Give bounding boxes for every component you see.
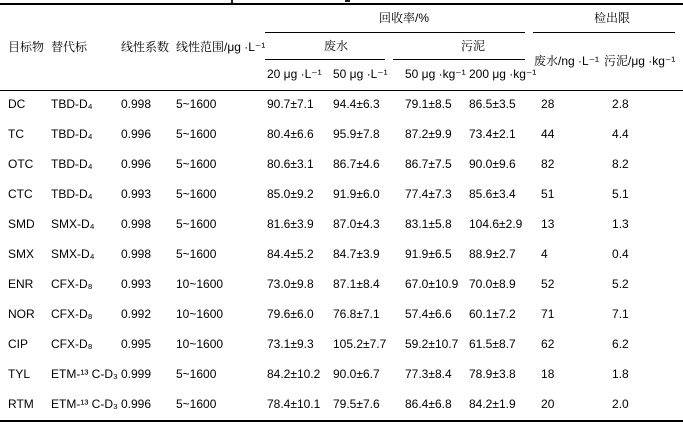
clipped-title-fragment bbox=[345, 0, 350, 2]
cell-loq-wastewater: 13 bbox=[541, 217, 555, 232]
header-target: 目标物 bbox=[8, 39, 45, 54]
table-row bbox=[0, 240, 683, 270]
cell-recovery-sl200: 84.2±1.9 bbox=[469, 397, 516, 412]
cell-recovery-sl50: 79.1±8.5 bbox=[405, 97, 452, 112]
cell-recovery-ww20: 79.6±6.0 bbox=[267, 307, 314, 322]
header-group-recovery: 回收率/% bbox=[379, 11, 430, 26]
cell-linearity: 0.999 bbox=[121, 367, 152, 382]
cell-recovery-ww50: 91.9±6.0 bbox=[333, 187, 380, 202]
cell-target: OTC bbox=[8, 157, 34, 172]
cell-recovery-sl200: 88.9±2.7 bbox=[469, 247, 516, 262]
cell-range: 5~1600 bbox=[176, 127, 217, 142]
cell-recovery-ww50: 76.8±7.1 bbox=[333, 307, 380, 322]
cell-linearity: 0.996 bbox=[121, 127, 152, 142]
cell-surrogate: TBD-D₄ bbox=[51, 127, 93, 142]
cell-range: 5~1600 bbox=[176, 97, 217, 112]
cell-recovery-sl200: 61.5±8.7 bbox=[469, 337, 516, 352]
cell-loq-wastewater: 52 bbox=[541, 277, 555, 292]
cell-recovery-ww50: 87.1±8.4 bbox=[333, 277, 380, 292]
cell-loq-sludge: 2.0 bbox=[612, 397, 629, 412]
cell-surrogate: SMX-D₄ bbox=[51, 247, 95, 262]
table-body bbox=[0, 90, 683, 420]
cell-target: CTC bbox=[8, 187, 33, 202]
header-unit-ww-50: 50 μg ·L⁻¹ bbox=[333, 67, 388, 82]
cell-recovery-sl200: 90.0±9.6 bbox=[469, 157, 516, 172]
cell-recovery-sl50: 87.2±9.9 bbox=[405, 127, 452, 142]
cell-recovery-ww50: 87.0±4.3 bbox=[333, 217, 380, 232]
header-loq-wastewater: 废水/ng ·L⁻¹ bbox=[534, 53, 600, 68]
cell-linearity: 0.993 bbox=[121, 277, 152, 292]
cell-recovery-sl200: 73.4±2.1 bbox=[469, 127, 516, 142]
cell-linearity: 0.995 bbox=[121, 337, 152, 352]
cell-linearity: 0.996 bbox=[121, 157, 152, 172]
cell-loq-sludge: 6.2 bbox=[612, 337, 629, 352]
table-row bbox=[0, 180, 683, 210]
cell-target: DC bbox=[8, 97, 26, 112]
cell-loq-wastewater: 51 bbox=[541, 187, 555, 202]
cell-recovery-ww50: 86.7±4.6 bbox=[333, 157, 380, 172]
header-range: 线性范围/μg ·L⁻¹ bbox=[176, 39, 266, 54]
table-row bbox=[0, 150, 683, 180]
cell-range: 5~1600 bbox=[176, 367, 217, 382]
cell-loq-sludge: 8.2 bbox=[612, 157, 629, 172]
cell-recovery-ww20: 84.4±5.2 bbox=[267, 247, 314, 262]
cell-recovery-ww20: 80.6±3.1 bbox=[267, 157, 314, 172]
cell-recovery-sl50: 59.2±10.7 bbox=[405, 337, 459, 352]
cell-surrogate: TBD-D₄ bbox=[51, 187, 93, 202]
cell-surrogate: CFX-D₈ bbox=[51, 337, 93, 352]
cell-target: CIP bbox=[8, 337, 29, 352]
cell-linearity: 0.998 bbox=[121, 217, 152, 232]
table-bottom-rule bbox=[0, 420, 683, 422]
header-unit-sl-200: 200 μg ·kg⁻¹ bbox=[469, 67, 537, 82]
cell-recovery-sl50: 91.9±6.5 bbox=[405, 247, 452, 262]
cell-target: ENR bbox=[8, 277, 34, 292]
cell-loq-wastewater: 18 bbox=[541, 367, 555, 382]
cell-recovery-sl200: 70.0±8.9 bbox=[469, 277, 516, 292]
cell-linearity: 0.992 bbox=[121, 307, 152, 322]
cell-range: 10~1600 bbox=[176, 307, 224, 322]
header-loq-sludge: 污泥/μg ·kg⁻¹ bbox=[604, 53, 676, 68]
cell-recovery-sl200: 60.1±7.2 bbox=[469, 307, 516, 322]
cell-loq-wastewater: 4 bbox=[541, 247, 548, 262]
cell-target: NOR bbox=[8, 307, 35, 322]
cell-loq-wastewater: 44 bbox=[541, 127, 555, 142]
cell-recovery-ww50: 105.2±7.7 bbox=[333, 337, 387, 352]
cell-surrogate: SMX-D₄ bbox=[51, 217, 95, 232]
cell-surrogate: CFX-D₈ bbox=[51, 277, 93, 292]
cell-range: 5~1600 bbox=[176, 397, 217, 412]
cell-recovery-sl50: 83.1±5.8 bbox=[405, 217, 452, 232]
cell-surrogate: TBD-D₄ bbox=[51, 97, 93, 112]
cell-recovery-sl50: 67.0±10.9 bbox=[405, 277, 459, 292]
cell-loq-sludge: 7.1 bbox=[612, 307, 629, 322]
cell-loq-sludge: 1.8 bbox=[612, 367, 629, 382]
cell-recovery-ww50: 94.4±6.3 bbox=[333, 97, 380, 112]
header-surrogate: 替代标 bbox=[51, 39, 88, 54]
cell-recovery-ww20: 85.0±9.2 bbox=[267, 187, 314, 202]
results-table bbox=[0, 5, 683, 420]
cell-range: 5~1600 bbox=[176, 187, 217, 202]
cell-recovery-ww20: 73.0±9.8 bbox=[267, 277, 314, 292]
header-unit-sl-50: 50 μg ·kg⁻¹ bbox=[405, 67, 466, 82]
cell-recovery-ww20: 90.7±7.1 bbox=[267, 97, 314, 112]
cell-recovery-ww50: 95.9±7.8 bbox=[333, 127, 380, 142]
table-row bbox=[0, 360, 683, 390]
cell-loq-sludge: 4.4 bbox=[612, 127, 629, 142]
cell-recovery-ww20: 81.6±3.9 bbox=[267, 217, 314, 232]
cell-range: 5~1600 bbox=[176, 157, 217, 172]
table-row bbox=[0, 210, 683, 240]
cell-loq-sludge: 2.8 bbox=[612, 97, 629, 112]
table-row bbox=[0, 120, 683, 150]
cell-range: 5~1600 bbox=[176, 217, 217, 232]
cell-linearity: 0.998 bbox=[121, 247, 152, 262]
table-row bbox=[0, 270, 683, 300]
cell-recovery-sl50: 77.3±8.4 bbox=[405, 367, 452, 382]
cell-recovery-sl200: 104.6±2.9 bbox=[469, 217, 523, 232]
table-header bbox=[0, 5, 683, 90]
cell-loq-sludge: 5.1 bbox=[612, 187, 629, 202]
cell-recovery-ww20: 84.2±10.2 bbox=[267, 367, 321, 382]
cell-range: 10~1600 bbox=[176, 277, 224, 292]
cell-loq-sludge: 5.2 bbox=[612, 277, 629, 292]
header-linearity: 线性系数 bbox=[121, 39, 170, 54]
cell-target: SMD bbox=[8, 217, 35, 232]
cell-recovery-ww50: 79.5±7.6 bbox=[333, 397, 380, 412]
cell-recovery-sl200: 85.6±3.4 bbox=[469, 187, 516, 202]
table-row bbox=[0, 300, 683, 330]
cell-loq-wastewater: 82 bbox=[541, 157, 555, 172]
cell-target: RTM bbox=[8, 397, 34, 412]
header-unit-ww-20: 20 μg ·L⁻¹ bbox=[267, 67, 322, 82]
cell-linearity: 0.996 bbox=[121, 397, 152, 412]
cell-surrogate: ETM-¹³ C-D₃ bbox=[51, 397, 118, 412]
cell-loq-sludge: 0.4 bbox=[612, 247, 629, 262]
cell-loq-wastewater: 28 bbox=[541, 97, 555, 112]
cell-surrogate: TBD-D₄ bbox=[51, 157, 93, 172]
cell-linearity: 0.998 bbox=[121, 97, 152, 112]
cell-range: 10~1600 bbox=[176, 337, 224, 352]
cell-loq-wastewater: 71 bbox=[541, 307, 555, 322]
header-sub-wastewater: 废水 bbox=[323, 38, 348, 53]
cell-surrogate: CFX-D₈ bbox=[51, 307, 93, 322]
cell-recovery-ww20: 73.1±9.3 bbox=[267, 337, 314, 352]
cell-target: TC bbox=[8, 127, 24, 142]
table-row bbox=[0, 90, 683, 120]
cell-range: 5~1600 bbox=[176, 247, 217, 262]
cell-linearity: 0.993 bbox=[121, 187, 152, 202]
cell-recovery-ww50: 84.7±3.9 bbox=[333, 247, 380, 262]
cell-loq-wastewater: 62 bbox=[541, 337, 555, 352]
cell-recovery-sl200: 86.5±3.5 bbox=[469, 97, 516, 112]
cell-target: TYL bbox=[8, 367, 31, 382]
header-group-loq: 检出限 bbox=[594, 11, 631, 26]
header-sub-sludge: 污泥 bbox=[461, 38, 486, 53]
table-row bbox=[0, 330, 683, 360]
cell-recovery-sl50: 86.7±7.5 bbox=[405, 157, 452, 172]
cell-recovery-ww20: 80.4±6.6 bbox=[267, 127, 314, 142]
cell-recovery-ww50: 90.0±6.7 bbox=[333, 367, 380, 382]
cell-target: SMX bbox=[8, 247, 35, 262]
cell-recovery-sl50: 77.4±7.3 bbox=[405, 187, 452, 202]
cell-loq-sludge: 1.3 bbox=[612, 217, 629, 232]
cell-surrogate: ETM-¹³ C-D₃ bbox=[51, 367, 118, 382]
cell-recovery-sl50: 86.4±6.8 bbox=[405, 397, 452, 412]
cell-recovery-ww20: 78.4±10.1 bbox=[267, 397, 321, 412]
cell-loq-wastewater: 20 bbox=[541, 397, 555, 412]
cell-recovery-sl200: 78.9±3.8 bbox=[469, 367, 516, 382]
table-row bbox=[0, 390, 683, 420]
cell-recovery-sl50: 57.4±6.6 bbox=[405, 307, 452, 322]
